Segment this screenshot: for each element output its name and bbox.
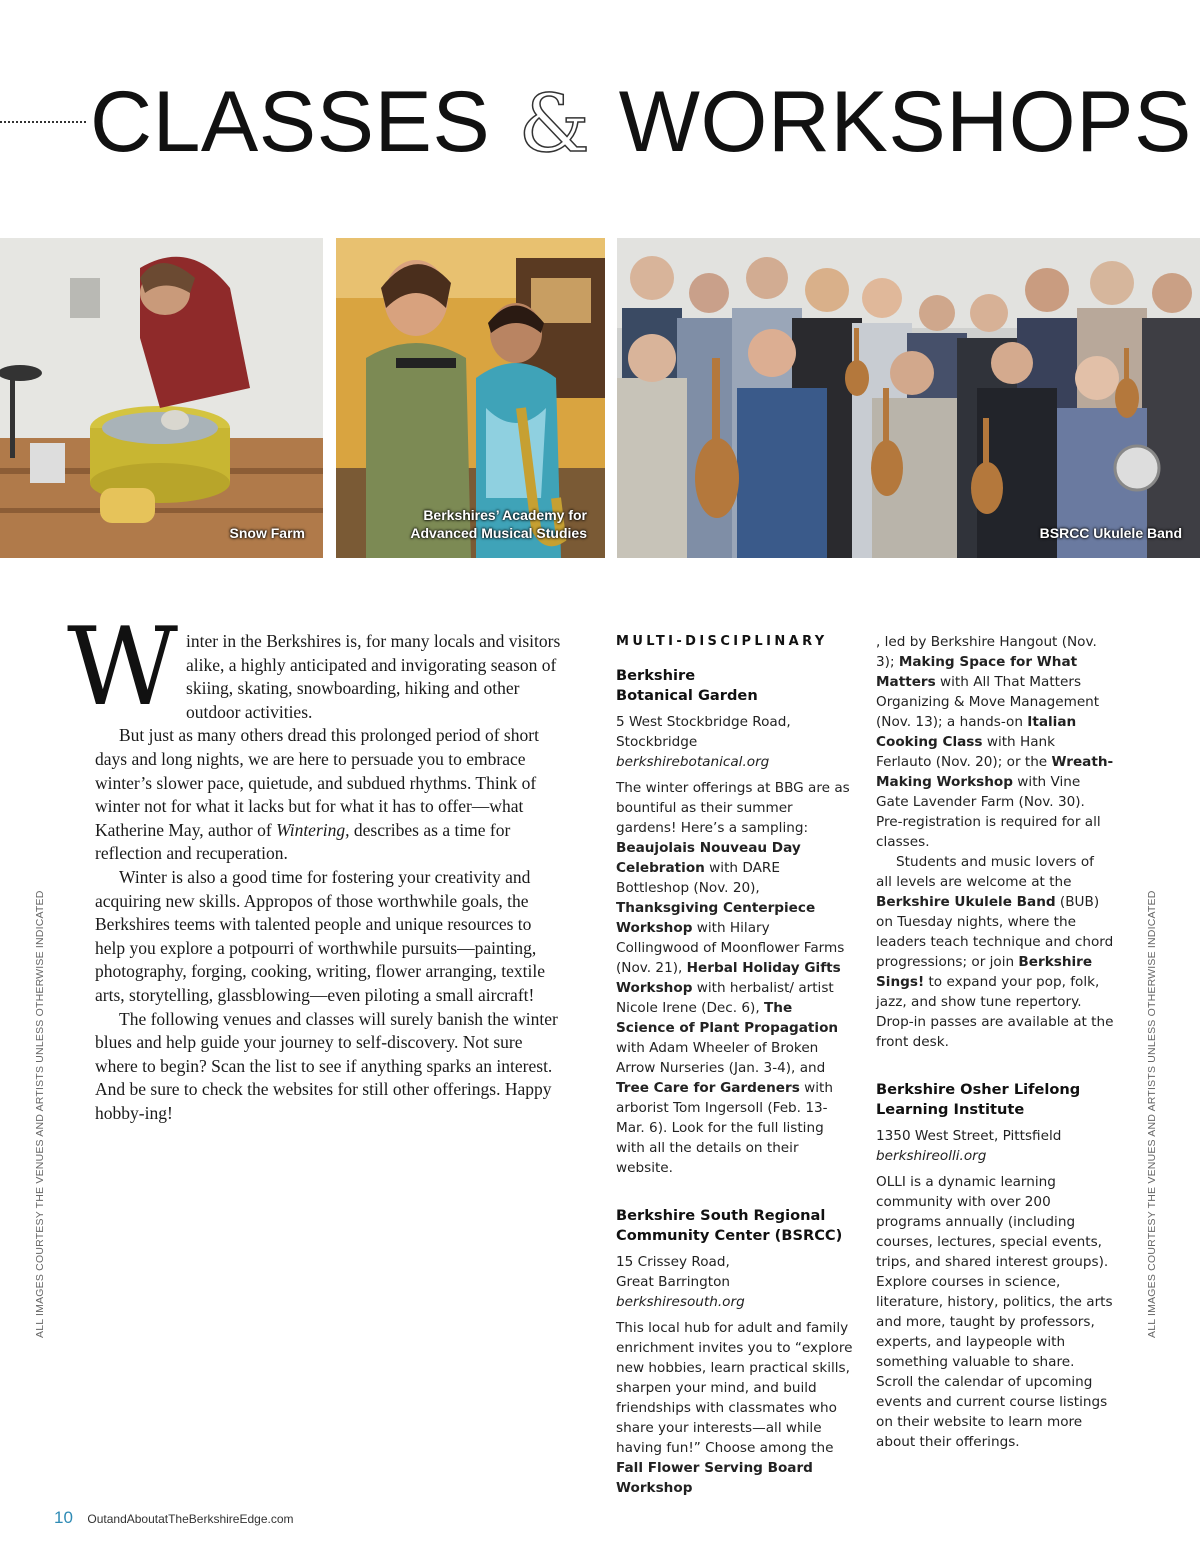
venue-name-line2: Botanical Garden — [616, 687, 758, 704]
event-name: Tree Care for Gardeners — [616, 1080, 800, 1096]
text: with Hank Ferlauto (Nov. 20); or the — [876, 734, 1056, 770]
venue-address-bbg — [616, 712, 854, 752]
listings-column-3 — [876, 632, 1114, 1452]
text: with Vine Gate Lavender Farm (Nov. 30). Pre-registration is required for all classes. — [876, 774, 1101, 850]
text: (BUB) on Tuesday nights, where the leaders teach technique and chord progressions; or join — [876, 894, 1114, 970]
photo-caption-line1: Berkshires’ Academy for — [423, 507, 587, 523]
intro-p2-text-b: describes as a time for reflection and recuperation. — [95, 819, 511, 864]
listings-column-2 — [616, 632, 854, 1498]
venue-description-olli: OLLI is a dynamic learning community with over 200 programs annually (including courses, lectures, special events, trips, and shared interest groups). Explore courses in science, literature, history, politics, the arts and more, taught by professors, experts, and laypeople with something valuable to share. Scroll the calendar of upcoming events and current course listings on their website to learn more about their offerings. — [876, 1174, 1113, 1450]
venue-name-line2: Community Center (BSRCC) — [616, 1227, 843, 1244]
intro-paragraph-1 — [67, 605, 565, 730]
venue-website-bbg[interactable]: berkshirebotanical.org — [616, 754, 770, 770]
intro-p1-text: inter in the Berkshires is, for many locals and visitors alike, a highly anticipated and invigorating season of skiing, skating, snowboarding, hiking and other outdoor activities. — [186, 631, 561, 722]
address-line2: Great Barrington — [616, 1274, 731, 1290]
text: to expand your pop, folk, jazz, and show tune repertory. Drop-in passes are available at the front desk. — [876, 974, 1114, 1050]
text: with Adam Wheeler of Broken Arrow Nurseries (Jan. 3-4), and — [616, 1040, 826, 1076]
venue-description-bsrcc-music — [876, 852, 1114, 1052]
photo-ukulele-band — [617, 238, 1200, 558]
intro-article — [67, 605, 565, 1125]
venue-website-bsrcc[interactable]: berkshiresouth.org — [616, 1294, 745, 1310]
title-dotted-rule — [0, 121, 86, 123]
address-line1: 5 West Stockbridge Road, — [616, 714, 791, 730]
page-footer — [54, 1508, 294, 1528]
intro-p2-text-a: But just as many others dread this prolonged period of short days and long nights, we are here to persuade you to embrace winter’s slower pace, quietude, and subdued rhythms. Think of winter not for what it lacks but for what it has to offer—what Katherine May, author of — [95, 725, 539, 840]
footer-website[interactable]: OutandAboutatTheBerkshireEdge.com — [87, 1512, 294, 1526]
text: with DARE Bottleshop (Nov. 20), — [616, 860, 780, 896]
drop-cap: W — [67, 605, 179, 730]
title-workshops: WORKSHOPS — [618, 74, 1192, 170]
venue-name-olli — [876, 1080, 1114, 1120]
venue-description-bbg — [616, 778, 854, 1178]
event-name: Beaujolais Nouveau Day Celebration — [616, 840, 801, 876]
event-name: Wreath-Making Workshop — [876, 754, 1114, 790]
photo-musical-studies — [336, 238, 605, 558]
title-classes: CLASSES — [90, 74, 491, 170]
photo-credit-right: ALL IMAGES COURTESY THE VENUES AND ARTISTS UNLESS OTHERWISE INDICATED — [1146, 890, 1158, 1338]
book-title-wintering: Wintering, — [276, 819, 350, 840]
venue-name-bbg — [616, 666, 854, 706]
event-name: The Science of Plant Propagation — [616, 1000, 839, 1036]
text: The winter offerings at BBG are as bountiful as their summer gardens! Here’s a sampling: — [616, 780, 850, 836]
photo-caption-line2: Advanced Musical Studies — [410, 525, 587, 541]
text: Students and music lovers of all levels are welcome at the — [876, 854, 1094, 890]
venue-name-line1: Berkshire — [616, 667, 696, 684]
text: with All That Matters Organizing & Move Management (Nov. 13); a hands-on — [876, 674, 1100, 730]
venue-name-line1: Berkshire Osher Lifelong — [876, 1081, 1081, 1098]
intro-paragraph-4: The following venues and classes will surely banish the winter blues and help guide your journey to self-discovery. Not sure where to begin? Scan the list to see if anything sparks an interest. And be sure to check the websites for still other offerings. Happy hobby-ing! — [95, 1008, 558, 1123]
address-line1: 15 Crissey Road, — [616, 1254, 730, 1270]
event-name: Thanksgiving Centerpiece Workshop — [616, 900, 816, 936]
text: with Hilary Collingwood of Moonflower Farms (Nov. 21), — [616, 920, 845, 976]
event-name: Berkshire Sings! — [876, 954, 1093, 990]
photo-caption-snow-farm: Snow Farm — [229, 525, 305, 541]
intro-paragraph-3: Winter is also a good time for fostering your creativity and acquiring new skills. Appropos of those worthwhile goals, the Berkshires teems with talented people and unique resources to help you explore a potpourri of worthwhile pursuits—painting, photography, forging, cooking, writing, flower arranging, textile arts, storytelling, glassblowing—even piloting a small aircraft! — [95, 866, 546, 1005]
photo-caption-musical-studies — [410, 506, 587, 542]
photo-caption-ukulele-band: BSRCC Ukulele Band — [1039, 525, 1182, 541]
event-name: Making Space for What Matters — [876, 654, 1078, 690]
event-name: Fall Flower Serving Board Workshop — [616, 1460, 813, 1496]
title-ampersand: & — [518, 77, 591, 170]
text: with herbalist/ artist Nicole Irene (Dec. 6), — [616, 980, 834, 1016]
text: with arborist Tom Ingersoll (Feb. 13-Mar. 6). Look for the full listing with all the details on their website. — [616, 1080, 833, 1176]
photo-snow-farm — [0, 238, 323, 558]
venue-address-olli: 1350 West Street, Pittsfield — [876, 1128, 1062, 1144]
venue-description-bsrcc-part2 — [876, 632, 1114, 852]
photo-credit-left: ALL IMAGES COURTESY THE VENUES AND ARTISTS UNLESS OTHERWISE INDICATED — [34, 890, 46, 1338]
intro-paragraph-2 — [95, 724, 565, 866]
venue-name-line1: Berkshire South Regional — [616, 1207, 826, 1224]
event-name: Italian Cooking Class — [876, 714, 1077, 750]
venue-description-bsrcc-part1 — [616, 1318, 854, 1498]
page-number: 10 — [54, 1508, 73, 1527]
text: , led by Berkshire Hangout (Nov. 3); — [876, 634, 1097, 670]
event-name: Herbal Holiday Gifts Workshop — [616, 960, 841, 996]
page-title — [90, 72, 1192, 174]
address-line2: Stockbridge — [616, 734, 698, 750]
venue-name-bsrcc — [616, 1206, 854, 1246]
text: This local hub for adult and family enrichment invites you to “explore new hobbies, learn practical skills, sharpen your mind, and build friendships with classmates who share your interests—all while having fun!” Choose among the — [616, 1320, 853, 1456]
venue-address-bsrcc — [616, 1252, 854, 1292]
section-heading: MULTI-DISCIPLINARY — [616, 634, 828, 649]
venue-website-olli[interactable]: berkshireolli.org — [876, 1148, 987, 1164]
event-name: Berkshire Ukulele Band — [876, 894, 1056, 910]
venue-name-line2: Learning Institute — [876, 1101, 1025, 1118]
